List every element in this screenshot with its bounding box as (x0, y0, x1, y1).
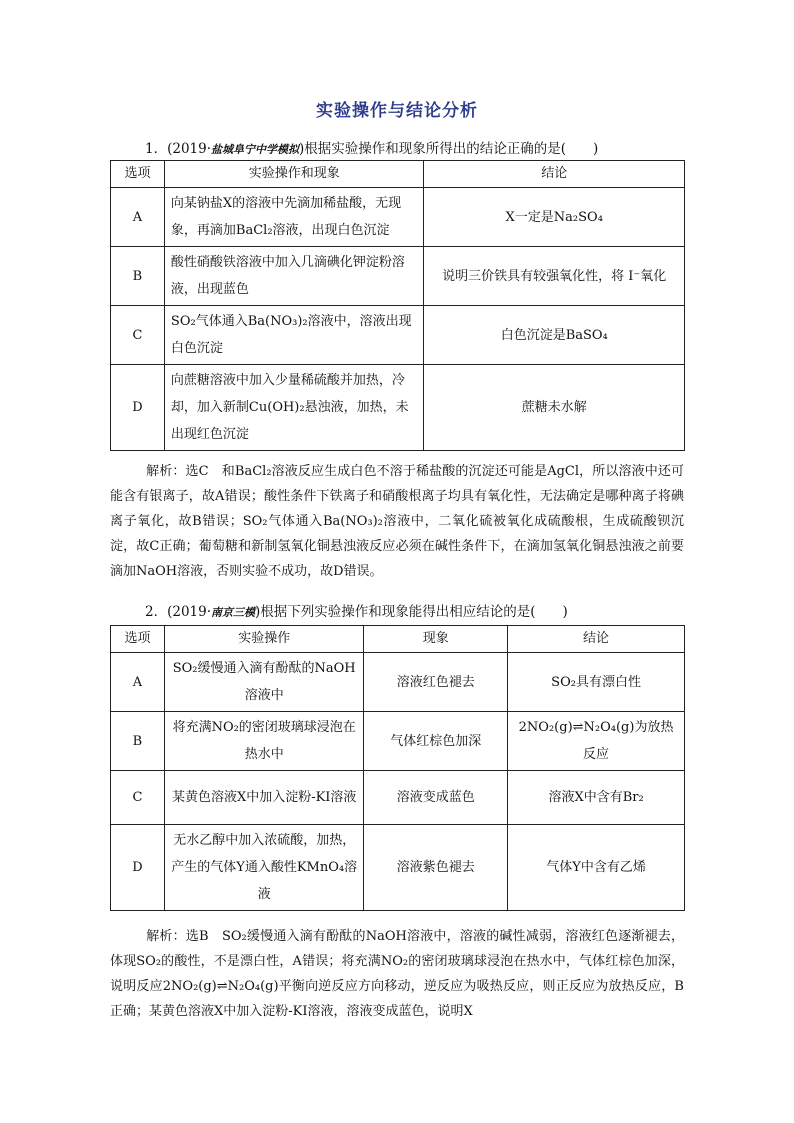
conclusion-cell: 白色沉淀是BaSO₄ (424, 306, 685, 365)
operation-cell: 向某钠盐X的溶液中先滴加稀盐酸，无现象，再滴加BaCl₂溶液，出现白色沉淀 (164, 188, 424, 247)
header-cell: 现象 (364, 626, 508, 653)
conclusion-cell: 2NO₂(g)⇌N₂O₄(g)为放热反应 (508, 712, 685, 771)
header-cell: 选项 (111, 626, 165, 653)
phenomenon-cell: 溶液变成蓝色 (364, 771, 508, 825)
table-row (111, 825, 685, 911)
operation-cell: 酸性硝酸铁溶液中加入几滴碘化钾淀粉溶液，出现蓝色 (164, 247, 424, 306)
phenomenon-cell: 溶液紫色褪去 (364, 825, 508, 911)
table-row (111, 653, 685, 712)
question-2-table (110, 625, 685, 911)
question-1-number: 1． (145, 141, 168, 157)
header-cell: 选项 (111, 161, 165, 188)
option-cell: C (111, 771, 165, 825)
table-header-row (111, 626, 685, 653)
table-row (111, 365, 685, 451)
option-cell: C (111, 306, 165, 365)
explanation-text: 解析：选C 和BaCl₂溶液反应生成白色不溶于稀盐酸的沉淀还可能是AgCl，所以溶液中还可能含有银离子，故A错误；酸性条件下铁离子和硝酸根离子均具有氧化性，无法确定是哪种离子将碘离子氧化，故B错误；SO₂气体通入Ba(NO₃)₂溶液中，二氧化硫被氧化成硫酸根，生成硫酸钡沉淀，故C正确；葡萄糖和新制氢氧化铜悬浊液反应必须在碱性条件下，在滴加氢氧化铜悬浊液之前要滴加NaOH溶液，否则实验不成功，故D错误。 (110, 464, 684, 579)
question-2-year: (2019· (167, 604, 212, 620)
operation-cell: SO₂缓慢通入滴有酚酞的NaOH溶液中 (164, 653, 364, 712)
operation-cell: 将充满NO₂的密闭玻璃球浸泡在热水中 (164, 712, 364, 771)
option-cell: D (111, 825, 165, 911)
conclusion-cell: SO₂具有漂白性 (508, 653, 685, 712)
question-2-explanation (110, 924, 684, 1024)
option-cell: A (111, 188, 165, 247)
question-1-text: )根据实验操作和现象所得出的结论正确的是( ) (299, 141, 599, 157)
question-1-stem (145, 137, 598, 157)
question-2-source: 南京三模 (211, 606, 256, 619)
question-2-text: )根据下列实验操作和现象能得出相应结论的是( ) (255, 604, 568, 620)
question-2-number: 2． (145, 604, 168, 620)
table-row (111, 188, 685, 247)
operation-cell: SO₂气体通入Ba(NO₃)₂溶液中，溶液出现白色沉淀 (164, 306, 424, 365)
operation-cell: 某黄色溶液X中加入淀粉-KI溶液 (164, 771, 364, 825)
page-title: 实验操作与结论分析 (316, 101, 478, 121)
question-1-explanation (110, 459, 684, 584)
table-row (111, 771, 685, 825)
conclusion-cell: 说明三价铁具有较强氧化性，将 I⁻氧化 (424, 247, 685, 306)
header-cell: 实验操作 (164, 626, 364, 653)
phenomenon-cell: 溶液红色褪去 (364, 653, 508, 712)
question-1-table (110, 160, 685, 451)
table-header-row (111, 161, 685, 188)
option-cell: A (111, 653, 165, 712)
operation-cell: 无水乙醇中加入浓硫酸，加热，产生的气体Y通入酸性KMnO₄溶液 (164, 825, 364, 911)
option-cell: B (111, 712, 165, 771)
conclusion-cell: 气体Y中含有乙烯 (508, 825, 685, 911)
question-1-source: 盐城阜宁中学模拟 (211, 143, 300, 156)
question-1-year: (2019· (167, 141, 212, 157)
header-cell: 实验操作和现象 (164, 161, 424, 188)
header-cell: 结论 (508, 626, 685, 653)
operation-cell: 向蔗糖溶液中加入少量稀硫酸并加热，冷却，加入新制Cu(OH)₂悬浊液，加热，未出现红色沉淀 (164, 365, 424, 451)
table-row (111, 247, 685, 306)
option-cell: B (111, 247, 165, 306)
phenomenon-cell: 气体红棕色加深 (364, 712, 508, 771)
table-row (111, 712, 685, 771)
conclusion-cell: 蔗糖未水解 (424, 365, 685, 451)
header-cell: 结论 (424, 161, 685, 188)
explanation-text: 解析：选B SO₂缓慢通入滴有酚酞的NaOH溶液中，溶液的碱性减弱，溶液红色逐渐褪去，体现SO₂的酸性，不是漂白性，A错误；将充满NO₂的密闭玻璃球浸泡在热水中，气体红棕色加深，说明反应2NO₂(g)⇌N₂O₄(g)平衡向逆反应方向移动，逆反应为吸热反应，则正反应为放热反应，B正确；某黄色溶液X中加入淀粉-KI溶液，溶液变成蓝色，说明X (110, 929, 684, 1019)
option-cell: D (111, 365, 165, 451)
conclusion-cell: 溶液X中含有Br₂ (508, 771, 685, 825)
conclusion-cell: X一定是Na₂SO₄ (424, 188, 685, 247)
table-row (111, 306, 685, 365)
question-2-stem (145, 600, 568, 620)
